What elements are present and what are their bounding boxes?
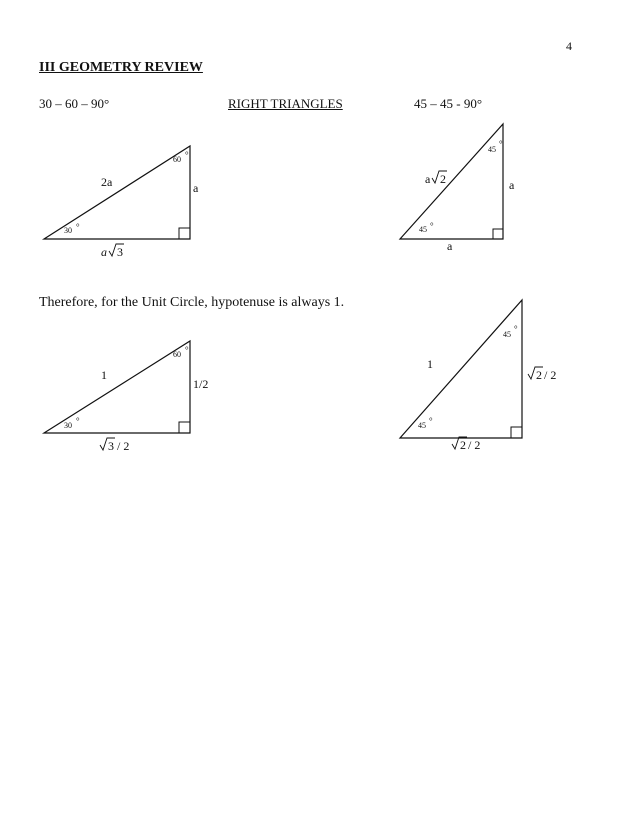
sqrt-icon — [452, 437, 467, 449]
angle-top-degree: ° — [185, 150, 189, 160]
angle-left-label: 30 — [64, 421, 72, 430]
vertical-leg-denominator: / 2 — [544, 368, 557, 382]
angle-top-degree: ° — [499, 139, 503, 149]
unit-circle-note: Therefore, for the Unit Circle, hypotenuse is always 1. — [39, 295, 345, 310]
triangle-outline — [400, 124, 503, 239]
right-angle-marker — [493, 229, 503, 239]
hypotenuse-coefficient: a — [425, 172, 431, 186]
angle-top-label: 45 — [488, 145, 496, 154]
base-root: 2 — [460, 438, 466, 452]
hypotenuse-root: 2 — [440, 172, 446, 186]
right-angle-marker — [511, 427, 522, 438]
angle-left-degree: ° — [429, 416, 433, 426]
page-number: 4 — [566, 39, 572, 53]
angle-top-label: 45 — [503, 330, 511, 339]
angle-left-label: 45 — [419, 225, 427, 234]
vertical-leg-label: a — [193, 181, 199, 195]
vertical-leg-label: a — [509, 178, 515, 192]
triangle-outline — [400, 300, 522, 438]
angle-top-degree: ° — [514, 324, 518, 334]
vertical-leg-root: 2 — [536, 368, 542, 382]
sqrt-icon — [528, 367, 543, 379]
angle-left-degree: ° — [430, 221, 434, 231]
base-label: a — [447, 239, 453, 253]
angle-top-degree: ° — [185, 345, 189, 355]
base-root: 3 — [108, 439, 114, 453]
base-denominator: / 2 — [117, 439, 130, 453]
base-root: 3 — [117, 245, 123, 259]
header-30-60-90: 30 – 60 – 90° — [39, 96, 110, 111]
angle-left-label: 45 — [418, 421, 426, 430]
header-right-triangles: RIGHT TRIANGLES — [228, 96, 343, 111]
base-denominator: / 2 — [468, 438, 481, 452]
angle-left-degree: ° — [76, 416, 80, 426]
sqrt-icon — [109, 244, 124, 256]
hypotenuse-label: 1 — [427, 357, 433, 371]
hypotenuse-label: 1 — [101, 368, 107, 382]
angle-top-label: 60 — [173, 350, 181, 359]
triangle-outline — [44, 146, 190, 239]
section-title: III GEOMETRY REVIEW — [39, 60, 203, 75]
sqrt-icon — [100, 438, 115, 450]
triangle-outline — [44, 341, 190, 433]
right-angle-marker — [179, 422, 190, 433]
angle-left-label: 30 — [64, 226, 72, 235]
header-45-45-90: 45 – 45 - 90° — [414, 96, 483, 111]
vertical-leg-label: 1/2 — [193, 377, 209, 391]
sqrt-icon — [432, 171, 447, 183]
right-angle-marker — [179, 228, 190, 239]
hypotenuse-label: 2a — [101, 175, 113, 189]
angle-left-degree: ° — [76, 222, 80, 232]
base-coefficient: a — [101, 245, 107, 259]
angle-top-label: 60 — [173, 155, 181, 164]
